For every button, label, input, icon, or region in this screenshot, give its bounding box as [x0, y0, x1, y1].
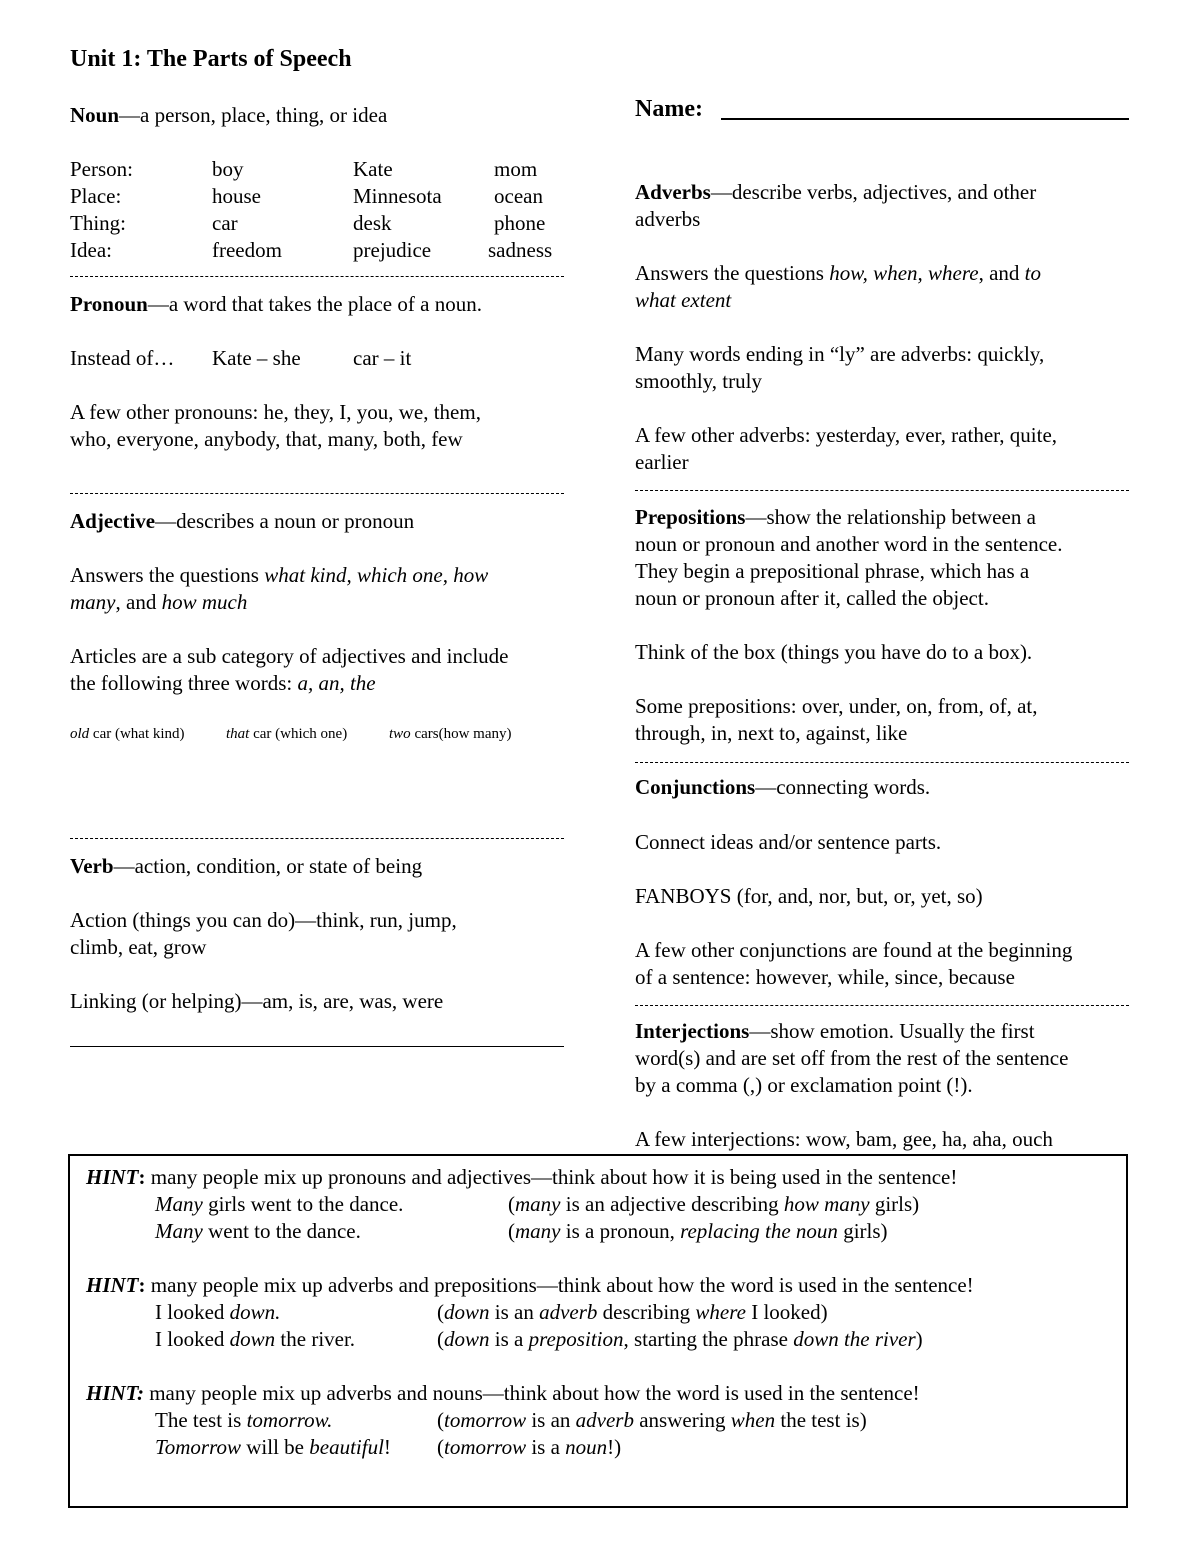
- hint-1: HINT: many people mix up pronouns and adjectives—think about how it is being used in the sentence!: [86, 1165, 958, 1189]
- adjective-articles: Articles are a sub category of adjectives and include: [70, 644, 509, 668]
- hint-2: HINT: many people mix up adverbs and prepositions—think about how the word is used in the sentence!: [86, 1273, 974, 1297]
- interjections-list: A few interjections: wow, bam, gee, ha, aha, ouch: [635, 1127, 1053, 1151]
- verb-action: Action (things you can do)—think, run, jump,: [70, 908, 457, 932]
- prepositions-term: Prepositions: [635, 505, 746, 529]
- adverbs-ly: smoothly, truly: [635, 369, 762, 393]
- prepositions-definition: noun or pronoun and another word in the sentence.: [635, 532, 1063, 556]
- verb-term: Verb: [70, 854, 114, 878]
- noun-example: phone: [494, 211, 546, 235]
- hint-2-example: I looked down the river.: [155, 1327, 356, 1351]
- hint-2-example: I looked down.: [155, 1300, 281, 1324]
- hint-3-note: (tomorrow is a noun!): [437, 1435, 622, 1459]
- noun-example: Minnesota: [353, 184, 442, 208]
- hint-1-example: Many went to the dance.: [155, 1219, 361, 1243]
- hint-2-note: (down is an adverb describing where I looked): [437, 1300, 828, 1324]
- adverbs-questions: what extent: [635, 288, 732, 312]
- pronoun-list: A few other pronouns: he, they, I, you, we, them,: [70, 400, 481, 424]
- noun-example: sadness: [488, 238, 553, 262]
- adjective-example: that car (which one): [226, 726, 348, 742]
- conjunctions-list: A few other conjunctions are found at the beginning: [635, 938, 1073, 962]
- noun-example: boy: [212, 157, 244, 181]
- verb-definition: Verb—action, condition, or state of being: [70, 854, 423, 878]
- adjective-questions: Answers the questions what kind, which one, how: [70, 563, 489, 587]
- prepositions-box: Think of the box (things you have do to a box).: [635, 640, 1033, 664]
- pronoun-list: who, everyone, anybody, that, many, both, few: [70, 427, 463, 451]
- section-divider: [70, 493, 564, 494]
- noun-example: house: [212, 184, 261, 208]
- adverbs-definition: adverbs: [635, 207, 701, 231]
- pronoun-example: car – it: [353, 346, 412, 370]
- hint-2-note: (down is a preposition, starting the phrase down the river): [437, 1327, 923, 1351]
- interjections-definition: word(s) and are set off from the rest of the sentence: [635, 1046, 1069, 1070]
- hint-1-note: (many is a pronoun, replacing the noun girls): [508, 1219, 888, 1243]
- page-title: Unit 1: The Parts of Speech: [70, 46, 352, 72]
- noun-example: Kate: [353, 157, 393, 181]
- noun-example: freedom: [212, 238, 282, 262]
- hint-label: HINT: [86, 1381, 137, 1405]
- hint-1-note: (many is an adjective describing how many girls): [508, 1192, 920, 1216]
- hint-1-example: Many girls went to the dance.: [155, 1192, 404, 1216]
- noun-example: prejudice: [353, 238, 432, 262]
- noun-row-label: Person:: [70, 157, 133, 181]
- adjective-example: old car (what kind): [70, 726, 185, 742]
- pronoun-instead-label: Instead of…: [70, 346, 175, 370]
- prepositions-list: through, in, next to, against, like: [635, 721, 908, 745]
- adverbs-term: Adverbs: [635, 180, 711, 204]
- hint-3-example: The test is tomorrow.: [155, 1408, 333, 1432]
- noun-example: mom: [494, 157, 538, 181]
- hint-label: HINT: [86, 1165, 139, 1189]
- conjunctions-fanboys: FANBOYS (for, and, nor, but, or, yet, so): [635, 884, 983, 908]
- name-label: Name:: [635, 96, 703, 122]
- interjections-definition: by a comma (,) or exclamation point (!).: [635, 1073, 973, 1097]
- adverbs-list: A few other adverbs: yesterday, ever, rather, quite,: [635, 423, 1058, 447]
- verb-linking: Linking (or helping)—am, is, are, was, were: [70, 989, 444, 1013]
- section-divider: [70, 838, 564, 839]
- section-divider: [635, 490, 1129, 491]
- interjections-term: Interjections: [635, 1019, 750, 1043]
- section-divider: [635, 762, 1129, 763]
- pronoun-example: Kate – she: [212, 346, 301, 370]
- conjunctions-term: Conjunctions: [635, 775, 756, 799]
- conjunctions-definition: Conjunctions—connecting words.: [635, 775, 931, 799]
- adverbs-questions: Answers the questions how, when, where, and to: [635, 261, 1041, 285]
- conjunctions-connect: Connect ideas and/or sentence parts.: [635, 830, 942, 854]
- noun-term: Noun: [70, 103, 120, 127]
- hint-3-example: Tomorrow will be beautiful!: [155, 1435, 391, 1459]
- adjective-definition: Adjective—describes a noun or pronoun: [70, 509, 415, 533]
- noun-example: car: [212, 211, 238, 235]
- noun-example: desk: [353, 211, 392, 235]
- section-rule: [70, 1046, 564, 1047]
- prepositions-definition: noun or pronoun after it, called the object.: [635, 586, 989, 610]
- adjective-questions: many, and how much: [70, 590, 248, 614]
- prepositions-list: Some prepositions: over, under, on, from, of, at,: [635, 694, 1038, 718]
- interjections-definition: Interjections—show emotion. Usually the first: [635, 1019, 1035, 1043]
- hint-label: HINT: [86, 1273, 139, 1297]
- hint-3-note: (tomorrow is an adverb answering when the test is): [437, 1408, 867, 1432]
- pronoun-term: Pronoun: [70, 292, 148, 316]
- prepositions-definition: Prepositions—show the relationship between a: [635, 505, 1036, 529]
- adverbs-definition: Adverbs—describe verbs, adjectives, and other: [635, 180, 1037, 204]
- adjective-term: Adjective: [70, 509, 156, 533]
- noun-row-label: Thing:: [70, 211, 126, 235]
- adjective-example: two cars(how many): [389, 726, 512, 742]
- section-divider: [635, 1005, 1129, 1006]
- pronoun-definition: Pronoun—a word that takes the place of a noun.: [70, 292, 482, 316]
- verb-action: climb, eat, grow: [70, 935, 207, 959]
- noun-row-label: Place:: [70, 184, 122, 208]
- noun-row-label: Idea:: [70, 238, 112, 262]
- adverbs-ly: Many words ending in “ly” are adverbs: quickly,: [635, 342, 1045, 366]
- section-divider: [70, 276, 564, 277]
- adverbs-list: earlier: [635, 450, 689, 474]
- adjective-articles: the following three words: a, an, the: [70, 671, 376, 695]
- noun-definition: Noun—a person, place, thing, or idea: [70, 103, 388, 127]
- noun-example: ocean: [494, 184, 543, 208]
- prepositions-definition: They begin a prepositional phrase, which has a: [635, 559, 1030, 583]
- hint-3: HINT: many people mix up adverbs and nouns—think about how the word is used in the sentence!: [86, 1381, 920, 1405]
- name-field[interactable]: [721, 118, 1129, 120]
- conjunctions-list: of a sentence: however, while, since, because: [635, 965, 1015, 989]
